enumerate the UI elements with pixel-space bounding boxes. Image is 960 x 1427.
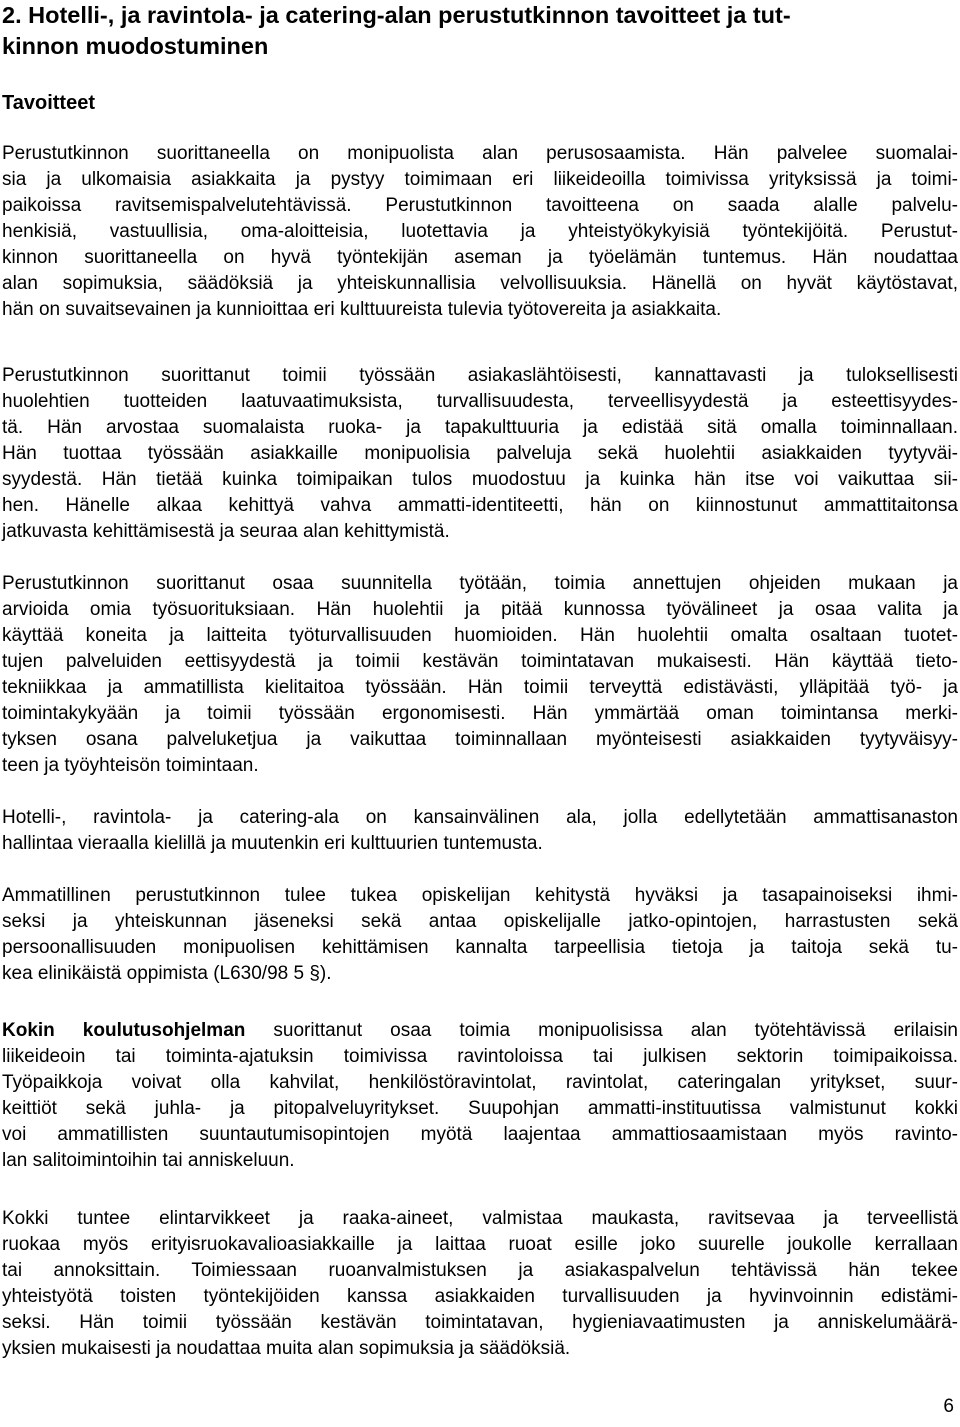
paragraph-line: tä. Hän arvostaa suomalaista ruoka- ja tapakulttuuria ja edistää sitä omalla toiminnallaan.	[2, 417, 958, 438]
paragraph-line: yksien mukaisesti ja noudattaa muita alan sopimuksia ja säädöksiä.	[2, 1338, 571, 1359]
paragraph-line: toimintakykyään ja toimii työssään ergonomisesti. Hän ymmärtää oman toimintansa merki-	[2, 703, 958, 724]
bold-lead: Kokin koulutusohjelman	[2, 1020, 246, 1041]
document-page	[2, 0, 958, 1359]
paragraph-line: seksi. Hän toimii työssään kestävän toimintatavan, hygieniavaatimusten ja anniskelumäärä-	[2, 1312, 958, 1333]
paragraph-line: huolehtien tuotteiden laatuvaatimuksista, turvallisuudesta, terveellisyydestä ja esteettisyydes-	[2, 391, 958, 412]
paragraph-line: kinnon suorittaneella on hyvä työntekijän aseman ja työelämän tuntemus. Hän noudattaa	[2, 247, 958, 268]
paragraph-line: persoonallisuuden monipuolisen kehittämisen kannalta tarpeellisia tietoja ja taitoja sekä tu-	[2, 937, 958, 958]
paragraph-line: ruokaa myös erityisruokavalioasiakkaille ja laittaa ruoat esille joko suurelle joukolle kerrallaan	[2, 1234, 958, 1255]
paragraph-line: Perustutkinnon suorittanut toimii työssään asiakaslähtöisesti, kannattavasti ja tuloksellisesti	[2, 365, 958, 386]
paragraph-line: käyttää koneita ja laitteita työturvallisuuden huomioiden. Hän huolehtii omalta osaltaan tuotet-	[2, 625, 958, 646]
paragraph-line: seksi ja yhteiskunnan jäseneksi sekä antaa opiskelijalle jatko-opintojen, harrastusten sekä	[2, 911, 958, 932]
paragraph-line: Hotelli-, ravintola- ja catering-ala on kansainvälinen ala, jolla edellytetään ammattisanaston	[2, 807, 958, 828]
paragraph-line: hallintaa vieraalla kielillä ja muutenkin eri kulttuurien tuntemusta.	[2, 833, 543, 854]
paragraph-line: hen. Hänelle alkaa kehittyä vahva ammatti-identiteetti, hän on kiinnostunut ammattitaitonsa	[2, 495, 958, 516]
paragraph-line: teen ja työyhteisön toimintaan.	[2, 755, 259, 776]
page-number: 6	[943, 1396, 954, 1417]
line-text: suorittanut osaa toimia monipuolisissa alan työtehtävissä erilaisin	[245, 1020, 958, 1041]
paragraph-line: kea elinikäistä oppimista (L630/98 5 §).	[2, 963, 332, 984]
paragraph-line: henkisiä, vastuullisia, oma-aloitteisia, luotettavia ja yhteistyökykyisiä työntekijöitä. Perustut-	[2, 221, 958, 242]
subheading-tavoitteet: Tavoitteet	[2, 92, 95, 114]
paragraph-line: alan sopimuksia, säädöksiä ja yhteiskunnallisia velvollisuuksia. Hänellä on hyvät käytöstavat,	[2, 273, 958, 294]
section-heading-line-2: kinnon muodostuminen	[2, 33, 269, 59]
paragraph-line: keittiöt sekä juhla- ja pitopalveluyritykset. Suupohjan ammatti-instituutissa valmistunut kokki	[2, 1098, 958, 1119]
paragraph-line: paikoissa ravitsemispalvelutehtävissä. Perustutkinnon tavoitteena on saada alalle palvelu-	[2, 195, 958, 216]
paragraph-line: yhteistyötä toisten työntekijöiden kanssa asiakkaiden turvallisuuden ja hyvinvoinnin edistämi-	[2, 1286, 958, 1307]
paragraph-line: tekniikkaa ja ammatillista kielitaitoa työssään. Hän toimii terveyttä edistävästi, ylläpitää työ- ja	[2, 677, 958, 698]
paragraph-line: Perustutkinnon suorittaneella on monipuolista alan perusosaamista. Hän palvelee suomalai-	[2, 143, 958, 164]
paragraph-line: syydestä. Hän tietää kuinka toimipaikan tulos muodostuu ja kuinka hän itse voi vaikuttaa sii-	[2, 469, 958, 490]
paragraph-line: Kokki tuntee elintarvikkeet ja raaka-aineet, valmistaa maukasta, ravitsevaa ja terveellistä	[2, 1208, 958, 1229]
paragraph-line: hän on suvaitsevainen ja kunnioittaa eri kulttuureista tulevia työtovereita ja asiakkaita.	[2, 299, 722, 320]
section-heading-line-1: 2. Hotelli-, ja ravintola- ja catering-alan perustutkinnon tavoitteet ja tut-	[2, 2, 791, 28]
paragraph-line: tyksen osana palveluketjua ja vaikuttaa toiminnallaan myönteisesti asiakkaiden tyytyväisyy-	[2, 729, 958, 750]
paragraph-line: sia ja ulkomaisia asiakkaita ja pystyy toimimaan eri liikeideoilla toimivissa yrityksissä ja toimi-	[2, 169, 958, 190]
paragraph-line: tujen palveluiden eettisyydestä ja toimii kestävän toimintatavan mukaisesti. Hän käyttää tieto-	[2, 651, 958, 672]
paragraph-line: Ammatillinen perustutkinnon tulee tukea opiskelijan kehitystä hyväksi ja tasapainoiseksi ihmi-	[2, 885, 958, 906]
paragraph-line: arvioida omia työsuorituksiaan. Hän huolehtii ja pitää kunnossa työvälineet ja osaa valita ja	[2, 599, 958, 620]
section-heading	[2, 0, 958, 62]
paragraph-line: Perustutkinnon suorittanut osaa suunnitella työtään, toimia annettujen ohjeiden mukaan ja	[2, 573, 958, 594]
paragraph-line: Työpaikkoja voivat olla kahvilat, henkilöstöravintolat, ravintolat, cateringalan yritykset, suur-	[2, 1072, 958, 1093]
paragraph-line: Hän tuottaa työssään asiakkaille monipuolisia palveluja sekä huolehtii asiakkaiden tyytyväi-	[2, 443, 958, 464]
paragraph-line: liikeideoin tai toiminta-ajatuksin toimivissa ravintoloissa tai julkisen sektorin toimipaikoissa.	[2, 1046, 958, 1067]
paragraph-line: tai annoksittain. Toimiessaan ruoanvalmistuksen ja asiakaspalvelun tehtävissä hän tekee	[2, 1260, 958, 1281]
paragraph-line: lan salitoimintoihin tai anniskeluun.	[2, 1150, 295, 1171]
paragraph-line: voi ammatillisten suuntautumisopintojen myötä laajentaa ammattiosaamistaan myös ravinto-	[2, 1124, 958, 1145]
paragraph-line	[2, 1018, 958, 1044]
paragraph-line: jatkuvasta kehittämisestä ja seuraa alan kehittymistä.	[2, 521, 450, 542]
